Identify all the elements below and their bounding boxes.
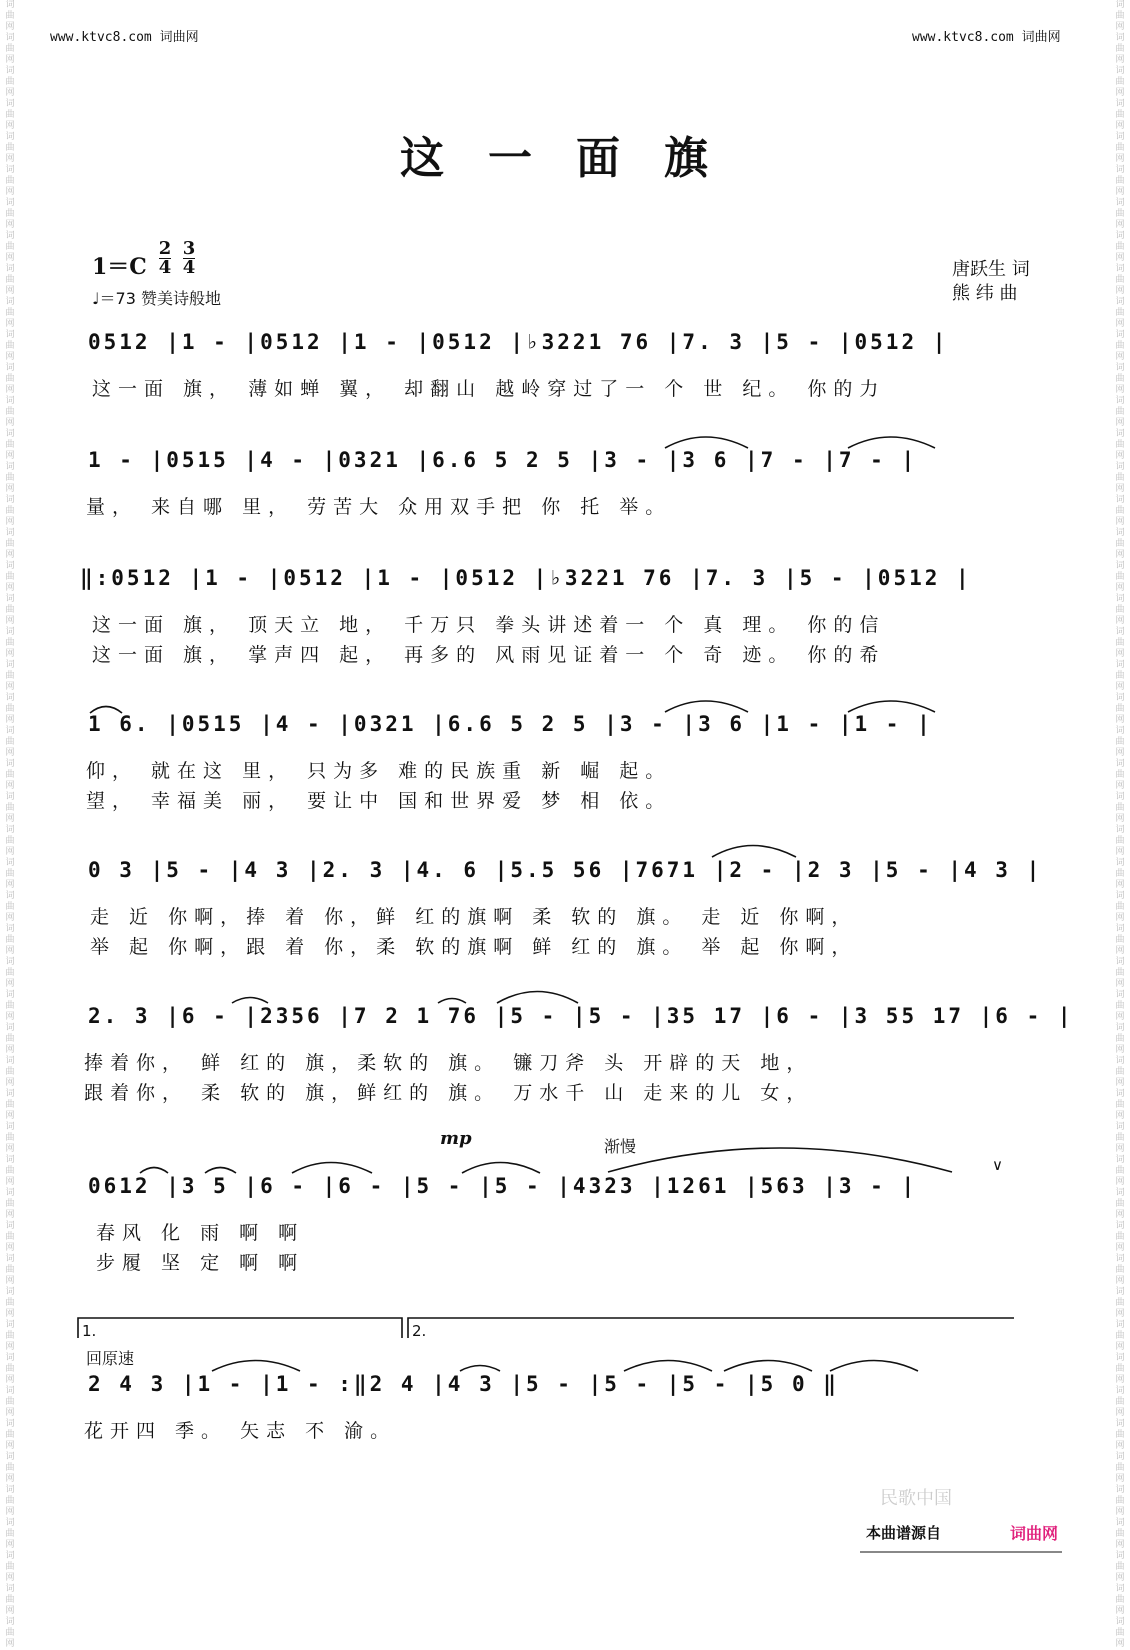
slur [712, 846, 796, 858]
notation-line-8: 2 4 3 |1 - |1 - :‖2 4 |4 3 |5 - |5 - |5 - |5 0 ‖ [88, 1372, 839, 1396]
breath-mark: ∨ [992, 1156, 1003, 1174]
notation-line-4: 1 6. |0515 |4 - |0321 |6.6 5 2 5 |3 - |3 6 |1 - |1 - | [88, 712, 933, 736]
volta-first-ending: 1. [82, 1322, 97, 1340]
site-url-right[interactable]: www.ktvc8.com 词曲网 [912, 30, 1061, 45]
ritardando-mark: 渐慢 [604, 1137, 637, 1156]
slur [212, 1361, 300, 1372]
slur [724, 1361, 812, 1372]
right-edge-watermark: 词曲网词曲网词曲网词曲网词曲网词曲网词曲网词曲网词曲网词曲网词曲网词曲网词曲网词曲网词曲网词曲网词曲网词曲网词曲网词曲网词曲网词曲网词曲网词曲网词曲网词曲网词曲网词曲网词曲网词曲网词曲网词曲网词曲网词曲网词曲网词曲网词曲网词曲网词曲网词曲网词曲网词曲网词曲网词曲网词曲网词曲网词曲网词曲网词曲网词曲网 [1115, 0, 1125, 1649]
slur [608, 1148, 952, 1172]
source-label: 本曲谱源自 [866, 1524, 942, 1542]
lyric-line-6a: 捧着你， 鲜 红的 旗，柔软的 旗。 镰刀斧 头 开辟的天 地， [84, 1052, 813, 1074]
volta-1-bracket [78, 1318, 402, 1338]
slur [140, 1168, 168, 1174]
notation-line-2: 1 - |0515 |4 - |0321 |6.6 5 2 5 |3 - |3 6 |7 - |7 - | [88, 448, 918, 472]
dynamic-mp: mp [440, 1128, 472, 1149]
lyric-line-5a: 走 近 你啊，捧 着 你，鲜 红的旗啊 柔 软的 旗。 走 近 你啊， [90, 906, 858, 928]
key-signature: 1＝C [92, 254, 147, 280]
slur [665, 701, 748, 712]
slur [462, 1163, 540, 1174]
time-signature-1: 2 4 [158, 238, 172, 278]
notation-line-6: 2. 3 |6 - |2356 |7 2 1 76 |5 - |5 - |35 17 |6 - |3 55 17 |6 - | [88, 1004, 1074, 1028]
slur [460, 1366, 500, 1372]
lyric-line-7a: 春风 化 雨 啊 啊 [96, 1222, 305, 1244]
volta-2-bracket [408, 1318, 1014, 1338]
site-url-left[interactable]: www.ktvc8.com 词曲网 [50, 30, 199, 45]
slur [830, 1361, 918, 1372]
slur [438, 999, 466, 1004]
source-site-link[interactable]: 词曲网 [1010, 1524, 1059, 1543]
left-edge-watermark: 词曲网词曲网词曲网词曲网词曲网词曲网词曲网词曲网词曲网词曲网词曲网词曲网词曲网词曲网词曲网词曲网词曲网词曲网词曲网词曲网词曲网词曲网词曲网词曲网词曲网词曲网词曲网词曲网词曲网词曲网词曲网词曲网词曲网词曲网词曲网词曲网词曲网词曲网词曲网词曲网词曲网词曲网词曲网词曲网词曲网词曲网词曲网词曲网词曲网词曲网 [5, 0, 15, 1649]
slur [232, 998, 268, 1004]
notation-line-1: 0512 |1 - |0512 |1 - |0512 |♭3221 76 |7. 3 |5 - |0512 | [88, 330, 949, 354]
slur [665, 437, 748, 448]
lyric-line-6b: 跟着你， 柔 软的 旗，鲜红的 旗。 万水千 山 走来的儿 女， [84, 1082, 813, 1104]
slur [848, 701, 935, 712]
lyric-line-2a: 量， 来自哪 里， 劳苦大 众用双手把 你 托 举。 [86, 496, 672, 518]
slur [497, 992, 578, 1004]
tempo-marking: ♩＝73 赞美诗般地 [92, 289, 221, 308]
notation-line-3: ‖:0512 |1 - |0512 |1 - |0512 |♭3221 76 |7. 3 |5 - |0512 | [80, 566, 972, 590]
a-tempo-mark: 回原速 [86, 1349, 135, 1368]
lyric-line-8a: 花开四 季。 矢志 不 渝。 [84, 1420, 397, 1442]
volta-second-ending: 2. [412, 1322, 427, 1340]
slur [292, 1163, 372, 1174]
notation-line-7: 0612 |3 5 |6 - |6 - |5 - |5 - |4323 |1261 |563 |3 - | [88, 1174, 918, 1198]
slur [624, 1361, 712, 1372]
slur [848, 437, 935, 448]
lyric-line-4a: 仰， 就在这 里， 只为多 难的民族重 新 崛 起。 [86, 760, 672, 782]
lyric-line-3a: 这一面 旗， 顶天立 地， 千万只 拳头讲述着一 个 真 理。 你的信 [92, 614, 886, 636]
lyricist: 唐跃生 词 [952, 259, 1030, 280]
lyric-line-5b: 举 起 你啊，跟 着 你，柔 软的旗啊 鲜 红的 旗。 举 起 你啊， [90, 936, 858, 958]
slur [205, 1168, 236, 1174]
lyric-line-1a: 这一面 旗， 薄如蝉 翼， 却翻山 越岭穿过了一 个 世 纪。 你的力 [92, 378, 886, 400]
composer: 熊 纬 曲 [952, 283, 1018, 304]
song-title: 这一面旗 [400, 133, 752, 184]
time-signature-2: 3 4 [182, 238, 196, 278]
lyric-line-4b: 望， 幸福美 丽， 要让中 国和世界爱 梦 相 依。 [86, 790, 672, 812]
slur [90, 707, 122, 714]
lyric-line-7b: 步履 坚 定 啊 啊 [96, 1252, 305, 1274]
lyric-line-3b: 这一面 旗， 掌声四 起， 再多的 风雨见证着一 个 奇 迹。 你的希 [92, 644, 886, 666]
notation-line-5: 0 3 |5 - |4 3 |2. 3 |4. 6 |5.5 56 |7671 |2 - |2 3 |5 - |4 3 | [88, 858, 1043, 882]
logo-watermark: 民歌中国 [880, 1488, 952, 1509]
